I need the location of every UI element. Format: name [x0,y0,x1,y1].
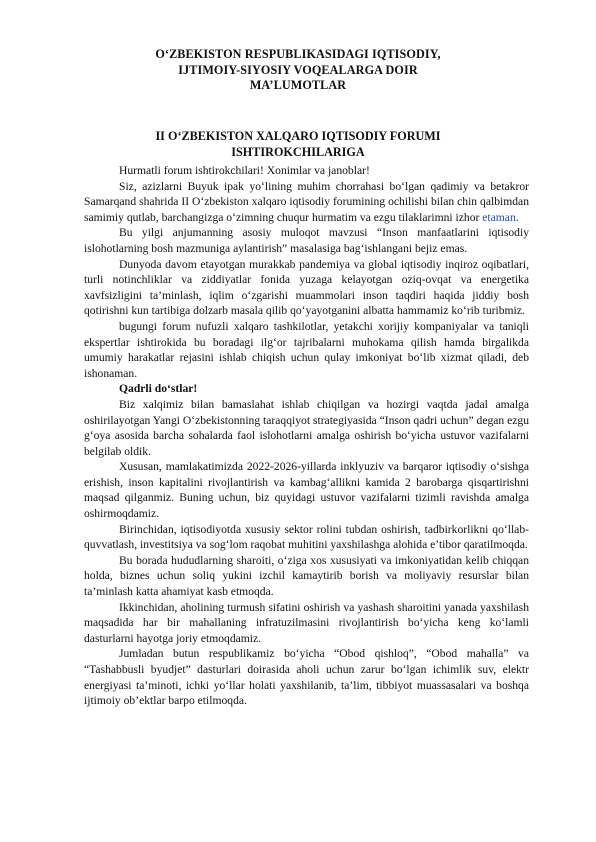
paragraph-forum-opportunity: bugungi forum nufuzli xalqaro tashkilotlar, yetakchi xorijiy kompaniyalar va taniqli ekspertlar ishtirokida bu boradagi ilg‘or tajribalarni muhokama qilish hamda birgalikda umumiy harakatlar rejasini ishlab chiqish uchun qulay imkoniyat bo‘lib xizmat qiladi, deb ishonaman. [84,319,529,380]
paragraph-main-topic: Bu yilgi anjumanning asosiy muloqot mavzusi “Inson manfaatlarini iqtisodiy islohotlarning bosh mazmuniga aylantirish” masalasiga bag‘ishlangani bejiz emas. [84,226,529,255]
paragraph-greeting: Hurmatli forum ishtirokchilari! Xonimlar va janoblar! [119,164,370,177]
paragraph-congratulation [84,179,529,226]
header-line-1: O‘ZBEKISTON RESPUBLIKASIDAGI IQTISODIY, [155,47,441,61]
document-body [84,163,529,709]
etaman-link[interactable]: etaman [482,210,516,224]
subtitle-line-1: II O‘ZBEKISTON XALQARO IQTISODIY FORUMI [155,129,441,143]
paragraph-first-priority: Birinchidan, iqtisodiyotda xususiy sektor rolini tubdan oshirish, tadbirkorlikni qo‘llab-quvvatlash, investitsiya va sog‘lom raqobat muhitini yaxshilashga alohida e’tibor qaratilmoqda. [84,522,529,552]
header-line-2: IJTIMOIY-SIYOSIY VOQEALARGA DOIR [178,62,418,77]
paragraph-second-priority: Ikkinchidan, aholining turmush sifatini oshirish va yashash sharoitini yanada yaxshilash maqsadida har bir mahallaning infratuzilmasini rivojlantirish bo‘yicha keng ko‘lamli dasturlarni hayotga joriy etmoqdamiz. [84,600,529,645]
paragraph-congratulation-text: Siz, azizlarni Buyuk ipak yo‘lining muhim chorrahasi bo‘lgan qadimiy va betakror Samarqand shahrida II O‘zbekiston xalqaro iqtisodiy forumining ochilishi bilan chin qalbimdan samimiy qutlab, barchangizga o‘zimning chuqur hurmatim va ezgu tilaklarimni izhor [84,179,529,224]
header-line-3: MA’LUMOTLAR [249,78,347,93]
document-header [0,47,596,94]
paragraph-regional-conditions: Bu borada hududlarning sharoiti, o‘ziga xos xususiyati va imkoniyatidan kelib chiqqan holda, biznes uchun soliq yukini izchil kamaytirib borish va moliyaviy resurslar bilan ta’minlash katta ahamiyat kasb etmoqda. [84,553,529,599]
subtitle-line-2: ISHTIROKCHILARIGA [231,144,365,159]
paragraph-goals-2022-2026: Xususan, mamlakatimizda 2022-2026-yillarda inklyuziv va barqaror iqtisodiy o‘sishga erishish, inson kapitalini rivojlantirish va kambag‘allikni kamida 2 barobarga qisqartirishni maqsad qilganmiz. Buning uchun, biz quyidagi ustuvor vazifalarni tizimli ravishda amalga oshirmoqdamiz. [84,460,529,521]
document-subtitle [0,129,596,160]
paragraph-programs: Jumladan butun respublikamiz bo‘yicha “Obod qishloq”, “Obod mahalla” va “Tashabbusli byudjet” dasturlari doirasida aholi uchun zarur bo‘lgan ichimlik suv, elektr energiyasi ta’minoti, ichki yo‘llar holati yaxshilanib, ta’lim, tibbiyot muassasalari va boshqa ijtimoiy ob’ektlar barpo etilmoqda. [84,647,529,708]
paragraph-global-challenges: Dunyoda davom etayotgan murakkab pandemiya va global iqtisodiy inqiroz oqibatlari, turli notinchliklar va ziddiyatlar fonida yuzaga kelayotgan oziq-ovqat va energetika xavfsizligini ta’minlash, iqlim o‘zgarishi muammolari inson taqdiri haqida jiddiy bosh qotirishni kun tartibiga dolzarb masala qilib qo‘yayotganini albatta hammamiz ko‘rib turibmiz. [84,257,529,318]
paragraph-dear-friends: Qadrli do‘stlar! [119,382,198,396]
paragraph-congratulation-end: . [515,210,519,224]
paragraph-strategy: Biz xalqimiz bilan bamaslahat ishlab chiqilgan va hozirgi vaqtda jadal amalga oshirilayotgan Yangi O‘zbekistonning taraqqiyot strategiyasida “Inson qadri uchun” degan ezgu g‘oya asosida barcha sohalarda faol islohotlarni amalga oshirish bo‘yicha ustuvor vazifalarni belgilab oldik. [84,397,529,458]
